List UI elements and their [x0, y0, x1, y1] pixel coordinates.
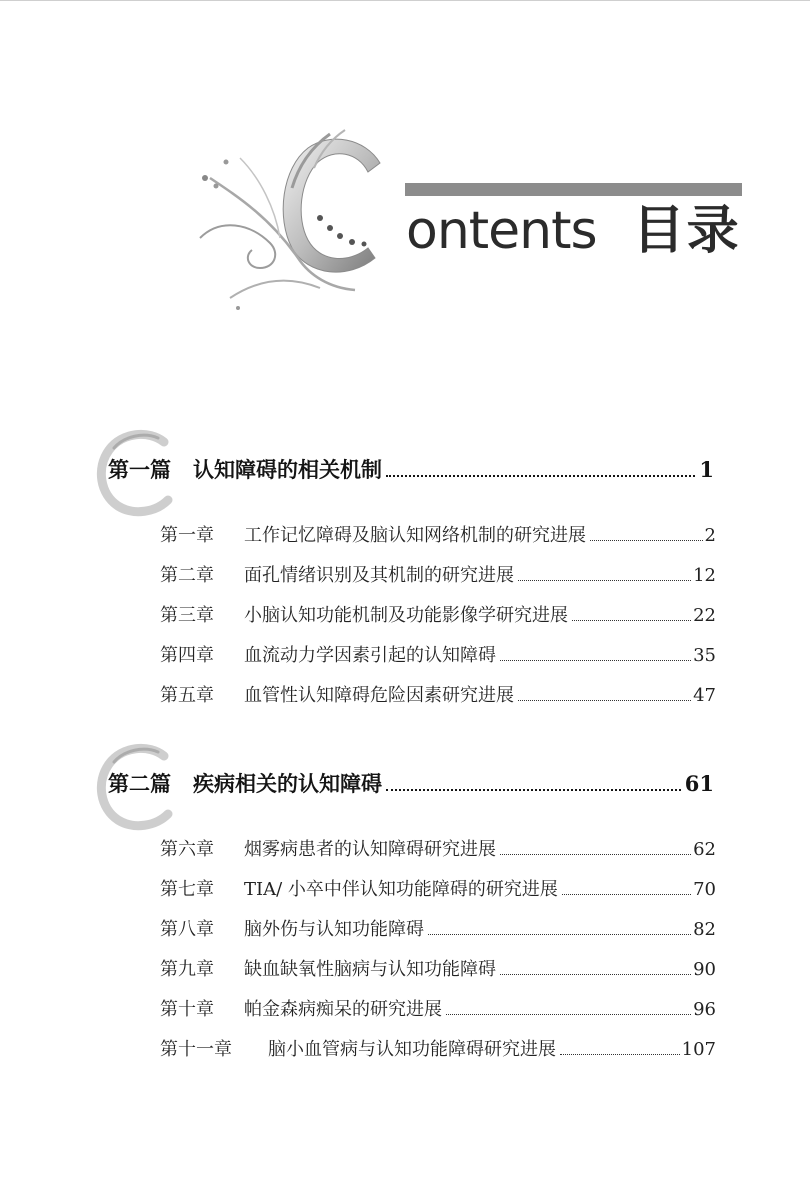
part-page: 61	[684, 771, 714, 796]
title-latin: ontents	[406, 201, 597, 261]
toc-entry[interactable]	[160, 681, 716, 721]
header-accent-bar	[405, 183, 742, 196]
chapter-title: 血管性认知障碍危险因素研究进展	[244, 685, 514, 706]
toc-entry[interactable]	[160, 955, 716, 995]
chapter-page: 62	[693, 839, 716, 860]
chapter-title: 脑小血管病与认知功能障碍研究进展	[268, 1039, 556, 1060]
dot-leader	[386, 789, 681, 791]
chapter-number: 第四章	[160, 645, 214, 666]
chapter-number: 第五章	[160, 685, 214, 706]
top-border	[0, 0, 810, 1]
chapter-number: 第八章	[160, 919, 214, 940]
dot-leader	[518, 700, 691, 701]
toc-entry[interactable]	[160, 915, 716, 955]
chapter-number: 第九章	[160, 959, 214, 980]
chapter-title: 帕金森病痴呆的研究进展	[244, 999, 442, 1020]
dot-leader	[562, 894, 691, 895]
chapter-number: 第十章	[160, 999, 214, 1020]
chapter-list	[160, 835, 716, 1075]
dot-leader	[590, 540, 703, 541]
part-heading-link[interactable]	[108, 454, 714, 484]
toc-entry[interactable]	[160, 521, 716, 561]
chapter-title: 小脑认知功能机制及功能影像学研究进展	[244, 605, 568, 626]
page-title	[406, 196, 741, 266]
part-number: 第二篇	[108, 771, 171, 796]
chapter-page: 107	[681, 1039, 716, 1060]
dot-leader	[560, 1054, 680, 1055]
part-number: 第一篇	[108, 457, 171, 482]
toc-entry[interactable]	[160, 601, 716, 641]
chapter-page: 47	[693, 685, 716, 706]
toc-entry[interactable]	[160, 835, 716, 875]
chapter-page: 35	[693, 645, 716, 666]
toc-entry[interactable]	[160, 875, 716, 915]
chapter-number: 第十一章	[160, 1039, 232, 1060]
chapter-page: 22	[693, 605, 716, 626]
chapter-title: 脑外伤与认知功能障碍	[244, 919, 424, 940]
chapter-page: 90	[693, 959, 716, 980]
chapter-title: 工作记忆障碍及脑认知网络机制的研究进展	[244, 525, 586, 546]
dot-leader	[428, 934, 691, 935]
dot-leader	[500, 854, 691, 855]
part-title: 疾病相关的认知障碍	[193, 771, 382, 796]
dot-leader	[500, 660, 691, 661]
chapter-number: 第三章	[160, 605, 214, 626]
dot-leader	[518, 580, 691, 581]
part-page: 1	[699, 457, 714, 482]
chapter-page: 96	[693, 999, 716, 1020]
decorative-letter-c-ornament-icon	[180, 118, 410, 318]
toc-entry[interactable]	[160, 995, 716, 1035]
dot-leader	[446, 1014, 691, 1015]
dot-leader	[386, 475, 695, 477]
chapter-title: 血流动力学因素引起的认知障碍	[244, 645, 496, 666]
chapter-number: 第七章	[160, 879, 214, 900]
toc-entry[interactable]	[160, 561, 716, 601]
chapter-title: 缺血缺氧性脑病与认知功能障碍	[244, 959, 496, 980]
part-title: 认知障碍的相关机制	[193, 457, 382, 482]
dot-leader	[500, 974, 691, 975]
chapter-number: 第六章	[160, 839, 214, 860]
chapter-list	[160, 521, 716, 721]
chapter-title: 烟雾病患者的认知障碍研究进展	[244, 839, 496, 860]
chapter-page: 2	[704, 525, 716, 546]
chapter-page: 70	[693, 879, 716, 900]
part-heading-link[interactable]	[108, 768, 714, 798]
toc-entry[interactable]	[160, 641, 716, 681]
chapter-title: 面孔情绪识别及其机制的研究进展	[244, 565, 514, 586]
dot-leader	[572, 620, 691, 621]
toc-entry[interactable]	[160, 1035, 716, 1075]
chapter-page: 12	[693, 565, 716, 586]
title-chinese: 目录	[632, 201, 741, 261]
chapter-title: TIA/ 小卒中伴认知功能障碍的研究进展	[244, 879, 558, 900]
chapter-page: 82	[693, 919, 716, 940]
chapter-number: 第二章	[160, 565, 214, 586]
chapter-number: 第一章	[160, 525, 214, 546]
